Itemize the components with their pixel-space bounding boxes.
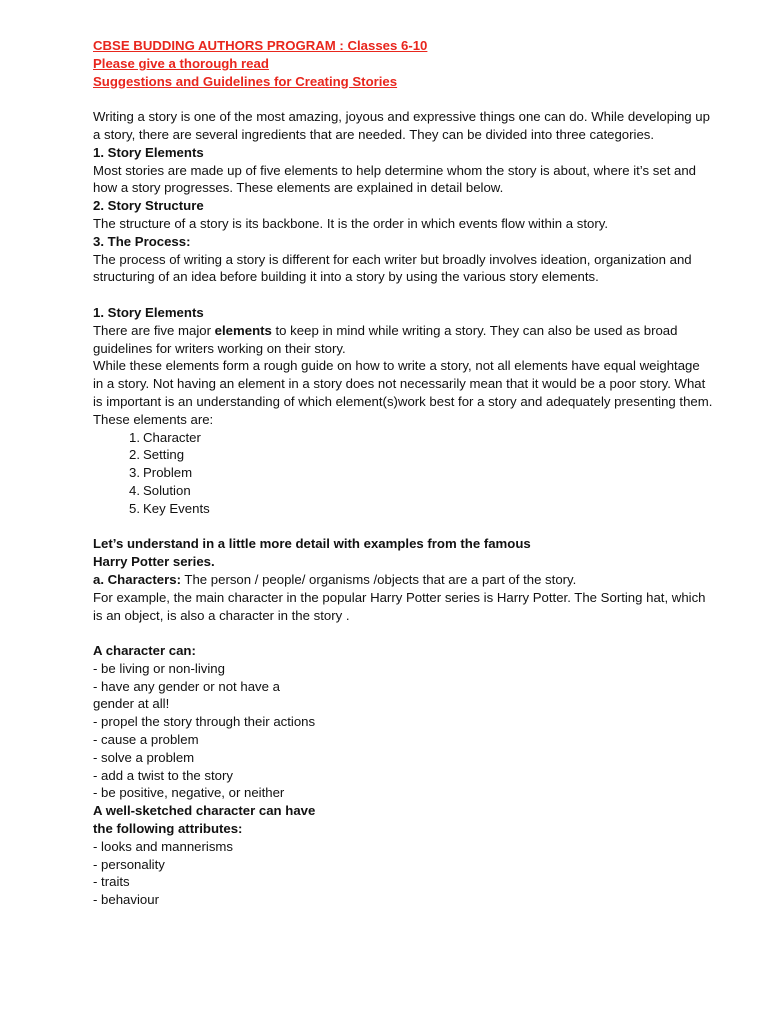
attributes-heading-line2: the following attributes:: [93, 821, 243, 837]
bullet-line: gender at all!: [93, 696, 170, 712]
category-heading-structure: 2. Story Structure: [93, 198, 204, 214]
characters-example: For example, the main character in the popular Harry Potter series is Harry Potter. The Sorting hat, which is an object, is also a character in the story .: [93, 589, 706, 623]
category-heading-elements: 1. Story Elements: [93, 144, 204, 160]
character-can-heading: A character can:: [93, 643, 196, 659]
list-label: Character: [143, 429, 201, 445]
bullet-line: - behaviour: [93, 892, 159, 908]
elements-list-lead: These elements are:: [93, 411, 214, 427]
bullet-line: - add a twist to the story: [93, 767, 233, 783]
text-run: to keep in mind while writing a story. They can also be used as broad guidelines for writers working on their story.: [93, 322, 678, 356]
read-note: Please give a thorough read: [93, 55, 269, 71]
guidelines-subtitle: Suggestions and Guidelines for Creating Stories: [93, 73, 398, 89]
list-number: 3.: [129, 465, 140, 481]
elements-weightage-paragraph: While these elements form a rough guide on how to write a story, not all elements have equal weightage in a story. Not having an element in a story does not necessarily mean that it would be a poor story. What is important is an understanding of which element(s)work best for a story and adequately presenting them.: [93, 358, 713, 409]
document-page: [93, 37, 713, 909]
bold-keyword: elements: [214, 322, 272, 338]
bullet-line: - be positive, negative, or neither: [93, 785, 285, 801]
list-number: 4.: [129, 482, 140, 498]
list-number: 1.: [129, 429, 140, 445]
list-number: 5.: [129, 500, 140, 516]
text-run: The person / people/ organisms /objects that are a part of the story.: [180, 571, 577, 587]
attributes-heading-line1: A well-sketched character can have: [93, 803, 316, 819]
details-heading-line1: Let’s understand in a little more detail with examples from the famous: [93, 536, 531, 552]
bullet-line: - be living or non-living: [93, 660, 225, 676]
bullet-line: - cause a problem: [93, 732, 199, 748]
category-text-elements: Most stories are made up of five elements to help determine whom the story is about, where it’s set and how a story progresses. These elements are explained in detail below.: [93, 162, 697, 196]
list-item: [129, 482, 713, 500]
list-label: Key Events: [143, 500, 210, 516]
list-item: [129, 446, 713, 464]
bullet-line: - traits: [93, 874, 130, 890]
bullet-line: - looks and mannerisms: [93, 838, 233, 854]
program-title: CBSE BUDDING AUTHORS PROGRAM : Classes 6-10: [93, 38, 428, 53]
bullet-line: - have any gender or not have a: [93, 678, 280, 694]
category-heading-process: 3. The Process:: [93, 233, 191, 249]
details-heading-line2: Harry Potter series.: [93, 554, 215, 570]
bullet-line: - solve a problem: [93, 749, 195, 765]
elements-intro-paragraph: [93, 322, 713, 358]
list-item: [129, 500, 713, 518]
list-label: Problem: [143, 465, 193, 481]
characters-label: a. Characters:: [93, 571, 181, 587]
bullet-line: - propel the story through their actions: [93, 714, 316, 730]
section-heading-story-elements: 1. Story Elements: [93, 304, 204, 320]
list-item: [129, 429, 713, 447]
category-text-process: The process of writing a story is different for each writer but broadly involves ideation, organization and structuring of an idea before building it into a story by using the various story elements.: [93, 251, 692, 285]
text-run: There are five major: [93, 322, 215, 338]
elements-list: [93, 429, 713, 518]
list-label: Setting: [143, 447, 185, 463]
bullet-line: - personality: [93, 856, 165, 872]
list-number: 2.: [129, 447, 140, 463]
intro-paragraph: Writing a story is one of the most amazing, joyous and expressive things one can do. While developing up a story, there are several ingredients that are needed. They can be divided into three categories.: [93, 109, 710, 142]
category-text-structure: The structure of a story is its backbone. It is the order in which events flow within a story.: [93, 215, 609, 231]
characters-definition: [93, 571, 713, 589]
list-label: Solution: [143, 482, 191, 498]
list-item: [129, 464, 713, 482]
